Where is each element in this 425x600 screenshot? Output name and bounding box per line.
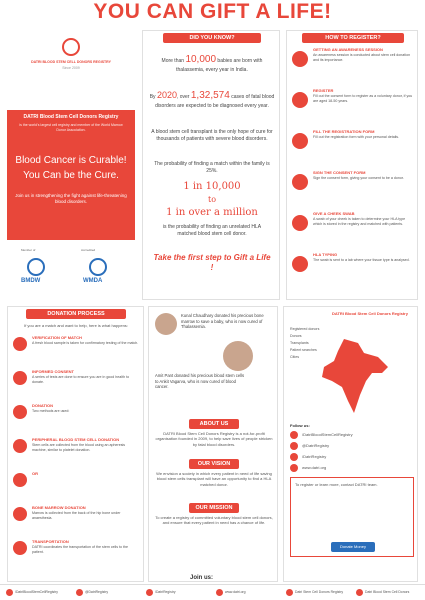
vision-header: OUR VISION	[189, 459, 239, 469]
accredited-label: Accredited	[81, 248, 96, 252]
swab-icon	[292, 215, 308, 231]
odds-to: to	[207, 195, 217, 204]
left-panel	[7, 30, 135, 300]
social-icon[interactable]	[290, 431, 298, 439]
register-step-title: SIGN THE CONSENT FORM	[313, 170, 366, 175]
about-text: DATRI Blood Stem Cell Donors Registry is a not-for-profit organisation founded in 2009, to help save lives of people stricken by fatal blood disorders.	[155, 431, 273, 447]
donation-step-desc: Two methods are used:	[32, 409, 70, 413]
did-you-know-panel	[142, 30, 280, 300]
donation-step-desc: A fresh blood sample is taken for confirmatory testing of the match.	[32, 341, 139, 345]
fact-4: The probability of finding a match within the family is 25%.	[154, 161, 270, 174]
big-line-2: You Can be the Cure.	[23, 170, 119, 181]
how-to-register-panel	[286, 30, 418, 300]
fact-3: A blood stem cell transplant is the only hope of cure for thousands of patients with severe blood disorders.	[151, 129, 273, 142]
footer-item[interactable]: /DatriBloodStemCellRegistry	[15, 590, 58, 594]
footer-item[interactable]: @DatriRegistry	[85, 590, 109, 594]
register-step-title: REGISTER	[313, 88, 334, 93]
social-handle[interactable]: /DatriBloodStemCellRegistry	[302, 432, 353, 437]
register-step-desc: Sign the consent form, giving your consent to be a donor.	[313, 176, 404, 180]
donation-step-title: VERIFICATION OF MATCH	[32, 335, 82, 340]
footer-item[interactable]: Datri Stem Cell Donors Registry	[295, 590, 344, 594]
footer-join: Join us:	[190, 575, 214, 581]
join-text: Join us in strengthening the fight against life-threatening blood disorders.	[15, 193, 127, 205]
donation-intro: If you are a match and want to help, here is what happens:	[24, 323, 128, 328]
odds-2: 1 in over a million	[166, 207, 258, 218]
wmda-logo-icon	[89, 258, 107, 276]
partner-logos	[7, 240, 135, 300]
donation-step-title: OR	[32, 471, 38, 476]
donation-step-title: TRANSPORTATION	[32, 539, 69, 544]
registry-stat-label: Registered donors	[290, 327, 320, 331]
microscope-icon	[292, 256, 308, 272]
donation-process-panel	[7, 306, 144, 582]
footer-item[interactable]: Datri Blood Stem Cell Donors	[365, 590, 410, 594]
india-map-icon	[314, 337, 394, 417]
donation-step-desc: Stem cells are collected from the blood using an apheresis machine, similar to platelet donation.	[32, 443, 126, 452]
donation-step-desc: DATRI coordinates the transportation of the stem cells to the patient.	[32, 545, 129, 554]
people-icon	[292, 51, 308, 67]
big-line-1: Blood Cancer is Curable!	[15, 155, 127, 166]
donation-step-icon	[13, 371, 27, 385]
footer-social-icon[interactable]	[286, 589, 293, 596]
donation-step-icon	[13, 473, 27, 487]
vision-text: We envision a society in which every patient in need of life saving blood stem cells transplant will have an opportunity to find a HLA matched donor.	[156, 471, 272, 487]
registry-stat-label: Cities	[290, 355, 299, 359]
social-icon[interactable]	[290, 453, 298, 461]
member-label: Member of	[21, 248, 36, 252]
bmdw-text: BMDW	[21, 278, 41, 284]
register-step-title: HLA TYPING	[313, 252, 338, 257]
donation-step-icon	[13, 405, 27, 419]
footer-social-icon[interactable]	[356, 589, 363, 596]
donation-step-icon	[13, 541, 27, 555]
mission-header: OUR MISSION	[189, 503, 239, 513]
register-step-desc: An awareness session is conducted about stem cell donation and its importance.	[313, 53, 411, 62]
logo-area	[7, 30, 135, 110]
donation-step-title: BONE MARROW DONATION	[32, 505, 86, 510]
contact-box	[290, 477, 414, 557]
wmda-text: WMDA	[83, 278, 103, 284]
follow-label: Follow us:	[290, 423, 310, 428]
footer-item[interactable]: www.datri.org	[225, 590, 246, 594]
fact-2: By 2020, over 1,32,574 cases of fatal blood disorders are expected to be diagnosed every year.	[149, 90, 275, 109]
registry-stat-label: Donors	[290, 334, 302, 338]
pen-icon	[292, 174, 308, 190]
register-step-title: FILL THE REGISTRATION FORM	[313, 129, 375, 134]
footer-social-icon[interactable]	[146, 589, 153, 596]
register-step-title: GIVE A CHEEK SWAB	[313, 211, 355, 216]
donation-step-icon	[13, 337, 27, 351]
donate-button[interactable]: Donate Money	[331, 542, 375, 552]
social-handle[interactable]: /DatriRegistry	[302, 454, 327, 459]
logo-caption: DATRI BLOOD STEM CELL DONORS REGISTRY	[31, 60, 111, 64]
footer	[0, 575, 425, 600]
register-step-desc: Fill out the consent form to register as a voluntary donor, if you are aged 18-50 years.	[313, 94, 413, 103]
social-handle[interactable]: @DatriRegistry	[302, 443, 330, 448]
org-desc: is the world's largest cell registry and member of the World Marrow Donor Association.	[19, 123, 123, 132]
did-you-know-header: DID YOU KNOW?	[163, 33, 261, 43]
register-step-desc: Fill out the registration form with your personal details.	[313, 135, 400, 139]
donation-step-title: INFORMED CONSENT	[32, 369, 74, 374]
footer-item[interactable]: /DatriRegistry	[155, 590, 176, 594]
donation-step-desc: Marrow is collected from the back of the hip bone under anaesthesia.	[32, 511, 121, 520]
register-step-desc: The swab is sent to a lab where your tissue type is analysed.	[313, 258, 410, 262]
form-icon	[292, 92, 308, 108]
footer-social-icon[interactable]	[216, 589, 223, 596]
donor-photo-2	[223, 341, 253, 371]
cta-text: Take the first step to Gift a Life !	[153, 253, 271, 273]
mission-text: To create a registry of committed voluntary blood stem cell donors, and ensure that every patient in need has a chance of life.	[155, 515, 273, 526]
donor-photo-1	[155, 313, 177, 335]
datri-logo-icon	[62, 38, 80, 56]
donation-process-header: DONATION PROCESS	[26, 309, 126, 319]
footer-social-icon[interactable]	[76, 589, 83, 596]
donation-step-desc: A series of tests are done to ensure you are in good health to donate.	[32, 375, 130, 384]
donation-step-icon	[13, 507, 27, 521]
about-header: ABOUT US	[189, 419, 239, 429]
org-title: DATRI Blood Stem Cell Donors Registry	[23, 114, 119, 120]
bmdw-logo-icon	[27, 258, 45, 276]
stories-about-panel	[148, 306, 278, 582]
fact-5: is the probability of finding an unrelated HLA matched blood stem cell donor.	[162, 224, 262, 237]
headline: YOU CAN GIFT A LIFE!	[93, 0, 332, 23]
map-contact-panel	[283, 306, 418, 582]
footer-social-icon[interactable]	[6, 589, 13, 596]
odds-1: 1 in 10,000	[183, 181, 241, 192]
registry-stat-label: Patient searches	[290, 348, 317, 352]
story-1: Kunal Chaudhary donated his precious bone marrow to save a baby, who is now cured of Thalassemia.	[181, 313, 264, 330]
donation-step-icon	[13, 439, 27, 453]
register-step-desc: A swab of your cheek is taken to determine your HLA type which is stored in the registry and matched with patients.	[313, 217, 406, 226]
logo-sub: Since 2009	[62, 66, 80, 70]
register-step-title: GETTING AN AWARENESS SESSION	[313, 47, 383, 52]
registry-stat-label: Transplants	[290, 341, 309, 345]
social-handle[interactable]: www.datri.org	[302, 465, 327, 470]
clipboard-icon	[292, 133, 308, 149]
story-2: Amit Pant donated his precious blood stem cells to Ankit Vagarva, who is now cured of blood cancer.	[155, 373, 245, 390]
donation-step-title: PERIPHERAL BLOOD STEM CELL DONATION	[32, 437, 120, 442]
contact-note: To register or learn more, contact DATRI team.	[295, 482, 378, 487]
how-to-register-header: HOW TO REGISTER?	[302, 33, 404, 43]
social-icon[interactable]	[290, 464, 298, 472]
fact-1: More than 10,000 babies are born with thalassemia, every year in India.	[161, 54, 263, 73]
social-icon[interactable]	[290, 442, 298, 450]
registry-title: DATRI Blood Stem Cell Donors Registry	[332, 311, 408, 316]
donation-step-title: DONATION	[32, 403, 54, 408]
